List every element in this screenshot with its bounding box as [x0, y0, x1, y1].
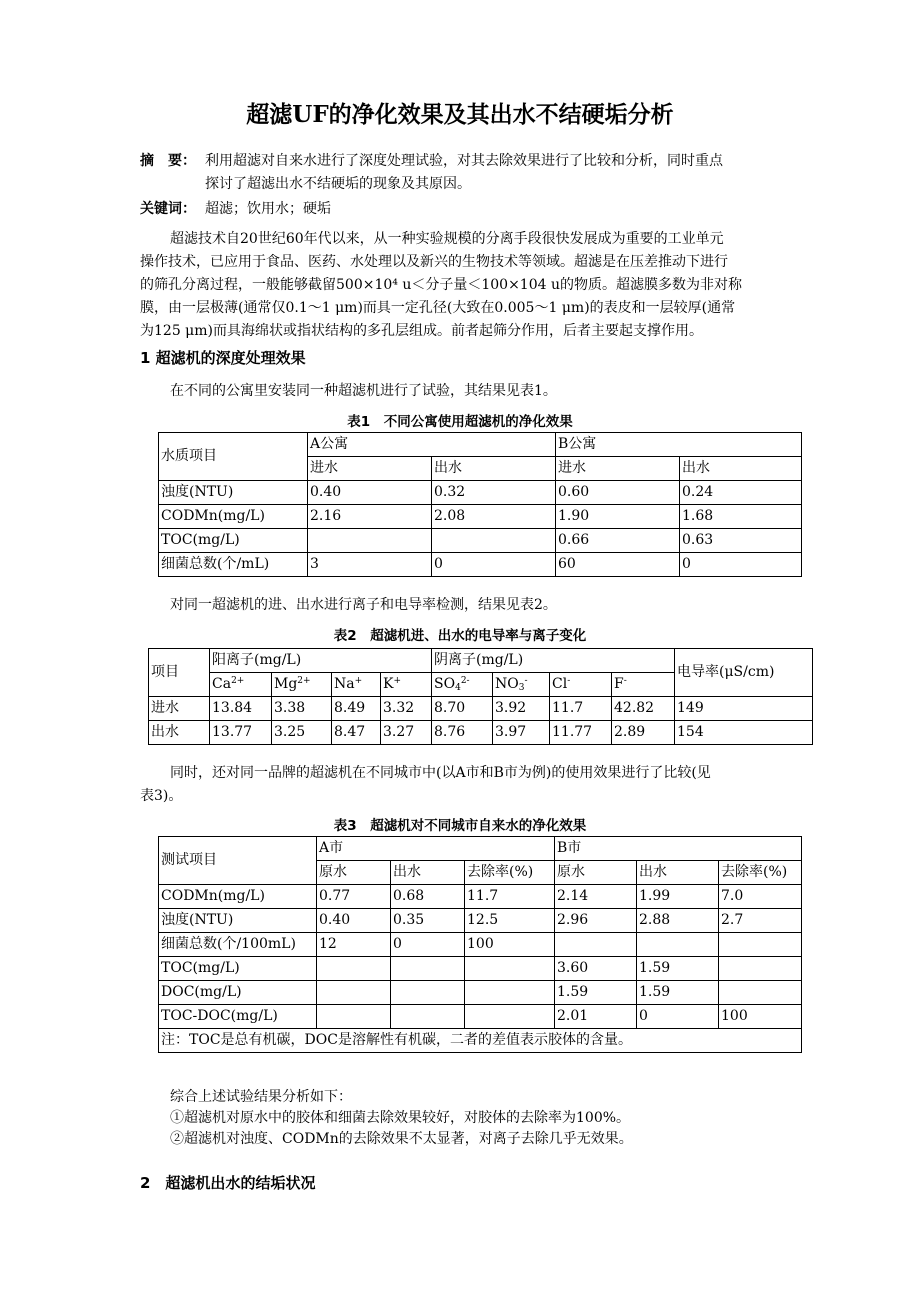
table-3-cell: 0.40 — [317, 909, 391, 933]
table-1-sub-header: 出水 — [432, 457, 556, 481]
table-3-cell: CODMn(mg/L) — [159, 885, 317, 909]
table-2-cation-header: 阳离子(mg/L) — [210, 649, 432, 673]
paragraph-3-line: 表3)。 — [140, 788, 183, 804]
table-1-cell: 0.32 — [432, 481, 556, 505]
table-3-cell: 2.7 — [719, 909, 802, 933]
table-1-cell: CODMn(mg/L) — [159, 505, 308, 529]
table-1-sub-header: 出水 — [680, 457, 802, 481]
ion-header-no3: $NO_3^-$ — [493, 673, 550, 697]
keywords-label: 关键词： — [140, 201, 196, 217]
table-row — [149, 721, 813, 745]
table-3-group-header: B市 — [555, 837, 802, 861]
intro-line: 的筛孔分离过程，一般能够截留500×10⁴ u＜分子量＜100×104 u的物质。超滤膜多数为非对称 — [140, 277, 742, 293]
table-3-cell: 1.99 — [637, 885, 719, 909]
table-1-caption: 表1 不同公寓使用超滤机的净化效果 — [347, 414, 573, 430]
ion-header-k: K+ — [381, 673, 432, 697]
section-2-heading: 2 超滤机出水的结垢状况 — [140, 1174, 316, 1192]
table-3-cell — [465, 1005, 555, 1029]
page-title: 超滤UF的净化效果及其出水不结硬垢分析 — [246, 101, 674, 128]
table-2-cell: 8.47 — [332, 721, 381, 745]
table-1-sub-header: 进水 — [556, 457, 680, 481]
table-3-sub-header: 出水 — [391, 861, 465, 885]
table-3-sub-header: 原水 — [317, 861, 391, 885]
table-3-cell — [719, 981, 802, 1005]
table-2-cell: 11.77 — [550, 721, 612, 745]
table-1-cell — [308, 529, 432, 553]
table-2-caption: 表2 超滤机进、出水的电导率与离子变化 — [333, 628, 587, 644]
table-3-cell: 0.35 — [391, 909, 465, 933]
table-2-cell: 3.38 — [272, 697, 332, 721]
table-2-conductivity-header: 电导率(μS/cm) — [675, 649, 813, 697]
section-1-heading: 1 超滤机的深度处理效果 — [140, 349, 306, 367]
table-3-cell — [465, 957, 555, 981]
table-3-cell: TOC(mg/L) — [159, 957, 317, 981]
table-1-cell: 2.16 — [308, 505, 432, 529]
table-1-cell: 60 — [556, 553, 680, 577]
table-2-anion-header: 阴离子(mg/L) — [432, 649, 675, 673]
table-row — [159, 981, 802, 1005]
summary-item: ②超滤机对浊度、CODMn的去除效果不太显著，对离子去除几乎无效果。 — [170, 1131, 633, 1147]
table-3-cell — [317, 981, 391, 1005]
table-3-sub-header: 去除率(%) — [465, 861, 555, 885]
keywords-text: 超滤；饮用水；硬垢 — [205, 201, 331, 217]
table-3-cell — [465, 981, 555, 1005]
table-1-cell: 1.90 — [556, 505, 680, 529]
table-3-cell — [637, 933, 719, 957]
table-1-cell: 1.68 — [680, 505, 802, 529]
table-3-cell — [391, 957, 465, 981]
table-2-cell: 3.97 — [493, 721, 550, 745]
ion-header-f: F- — [612, 673, 675, 697]
table-row — [159, 933, 802, 957]
table-3-cell — [317, 1005, 391, 1029]
table-2-cell: 149 — [675, 697, 813, 721]
table-row — [149, 697, 813, 721]
table-3-cell — [317, 957, 391, 981]
table-2-cell: 8.70 — [432, 697, 493, 721]
paragraph-3-line: 同时，还对同一品牌的超滤机在不同城市中(以A市和B市为例)的使用效果进行了比较(见 — [170, 765, 711, 781]
table-1 — [158, 432, 802, 577]
table-3-sub-header: 出水 — [637, 861, 719, 885]
table-2-corner-header: 项目 — [149, 649, 210, 697]
table-2-cell: 13.77 — [210, 721, 272, 745]
table-row — [159, 505, 802, 529]
table-3-cell — [555, 933, 637, 957]
table-3-cell: 2.14 — [555, 885, 637, 909]
table-3-cell: 2.96 — [555, 909, 637, 933]
table-3-cell: 1.59 — [637, 957, 719, 981]
table-2-cell: 进水 — [149, 697, 210, 721]
table-2-cell: 42.82 — [612, 697, 675, 721]
table-3-sub-header: 去除率(%) — [719, 861, 802, 885]
table-1-cell: 0.24 — [680, 481, 802, 505]
table-3-cell: 100 — [719, 1005, 802, 1029]
summary-item: ①超滤机对原水中的胶体和细菌去除效果较好，对胶体的去除率为100%。 — [170, 1110, 631, 1126]
table-2 — [148, 648, 813, 745]
ion-header-ca: $Ca^{2+}$ — [210, 673, 272, 697]
table-1-cell: 2.08 — [432, 505, 556, 529]
table-3-corner-header: 测试项目 — [159, 837, 317, 885]
table-row — [159, 957, 802, 981]
table-3-note: 注：TOC是总有机碳，DOC是溶解性有机碳，二者的差值表示胶体的含量。 — [159, 1029, 802, 1053]
table-row — [159, 481, 802, 505]
table-3-cell: 1.59 — [555, 981, 637, 1005]
abstract-label: 摘 要： — [140, 153, 196, 169]
table-2-cell: 出水 — [149, 721, 210, 745]
table-2-cell: 8.49 — [332, 697, 381, 721]
table-2-cell: 3.25 — [272, 721, 332, 745]
table-3 — [158, 836, 802, 1053]
table-3-cell: 0 — [391, 933, 465, 957]
table-3-cell: DOC(mg/L) — [159, 981, 317, 1005]
table-1-corner-header: 水质项目 — [159, 433, 308, 481]
table-2-cell: 2.89 — [612, 721, 675, 745]
ion-header-cl: Cl- — [550, 673, 612, 697]
table-2-cell: 154 — [675, 721, 813, 745]
abstract-line-2: 探讨了超滤出水不结硬垢的现象及其原因。 — [205, 176, 471, 192]
table-3-cell: 7.0 — [719, 885, 802, 909]
table-3-cell: 0.68 — [391, 885, 465, 909]
intro-line: 为125 μm)而具海绵状或指状结构的多孔层组成。前者起筛分作用，后者主要起支撑作用。 — [140, 323, 704, 339]
table-3-cell: 3.60 — [555, 957, 637, 981]
table-3-cell: 12.5 — [465, 909, 555, 933]
table-3-caption: 表3 超滤机对不同城市自来水的净化效果 — [333, 818, 587, 834]
table-3-cell: 12 — [317, 933, 391, 957]
table-1-cell — [432, 529, 556, 553]
ion-header-so4: $SO_4^{2-}$ — [432, 673, 493, 697]
table-1-cell: TOC(mg/L) — [159, 529, 308, 553]
table-3-cell: 0.77 — [317, 885, 391, 909]
table-2-cell: 11.7 — [550, 697, 612, 721]
table-3-cell: TOC-DOC(mg/L) — [159, 1005, 317, 1029]
table-3-cell — [719, 957, 802, 981]
table-2-cell: 3.92 — [493, 697, 550, 721]
intro-line: 膜，由一层极薄(通常仅0.1～1 μm)而具一定孔径(大致在0.005～1 μm)的表皮和一层较厚(通常 — [140, 300, 736, 316]
table-row — [159, 529, 802, 553]
section-1-paragraph: 在不同的公寓里安装同一种超滤机进行了试验，其结果见表1。 — [170, 383, 557, 399]
table-2-cell: 8.76 — [432, 721, 493, 745]
table-1-cell: 0.40 — [308, 481, 432, 505]
table-row — [159, 885, 802, 909]
table-1-cell: 3 — [308, 553, 432, 577]
paragraph-2: 对同一超滤机的进、出水进行离子和电导率检测，结果见表2。 — [170, 597, 557, 613]
table-1-cell: 细菌总数(个/mL) — [159, 553, 308, 577]
table-1-cell: 浊度(NTU) — [159, 481, 308, 505]
table-3-cell: 0 — [637, 1005, 719, 1029]
table-3-cell: 浊度(NTU) — [159, 909, 317, 933]
table-row — [159, 1005, 802, 1029]
table-3-cell — [391, 981, 465, 1005]
table-1-cell: 0.60 — [556, 481, 680, 505]
table-3-cell: 2.88 — [637, 909, 719, 933]
ion-header-na: Na+ — [332, 673, 381, 697]
abstract-line-1: 利用超滤对自来水进行了深度处理试验，对其去除效果进行了比较和分析，同时重点 — [205, 153, 723, 169]
table-2-cell: 3.32 — [381, 697, 432, 721]
table-1-group-header: A公寓 — [308, 433, 556, 457]
table-2-cell: 3.27 — [381, 721, 432, 745]
table-3-cell: 细菌总数(个/100mL) — [159, 933, 317, 957]
table-1-cell: 0.63 — [680, 529, 802, 553]
table-3-cell: 11.7 — [465, 885, 555, 909]
table-3-cell — [719, 933, 802, 957]
table-2-cell: 13.84 — [210, 697, 272, 721]
table-row — [159, 909, 802, 933]
table-3-cell: 100 — [465, 933, 555, 957]
table-3-sub-header: 原水 — [555, 861, 637, 885]
table-3-cell: 2.01 — [555, 1005, 637, 1029]
summary-intro: 综合上述试验结果分析如下： — [170, 1089, 352, 1105]
table-3-cell — [391, 1005, 465, 1029]
table-3-cell: 1.59 — [637, 981, 719, 1005]
table-1-sub-header: 进水 — [308, 457, 432, 481]
table-1-cell: 0.66 — [556, 529, 680, 553]
table-1-cell: 0 — [432, 553, 556, 577]
table-1-group-header: B公寓 — [556, 433, 802, 457]
ion-header-mg: $Mg^{2+}$ — [272, 673, 332, 697]
intro-line: 超滤技术自20世纪60年代以来，从一种实验规模的分离手段很快发展成为重要的工业单元 — [170, 231, 724, 247]
table-1-cell: 0 — [680, 553, 802, 577]
intro-line: 操作技术，已应用于食品、医药、水处理以及新兴的生物技术等领域。超滤是在压差推动下进行 — [140, 254, 728, 270]
table-3-group-header: A市 — [317, 837, 555, 861]
table-row — [159, 553, 802, 577]
